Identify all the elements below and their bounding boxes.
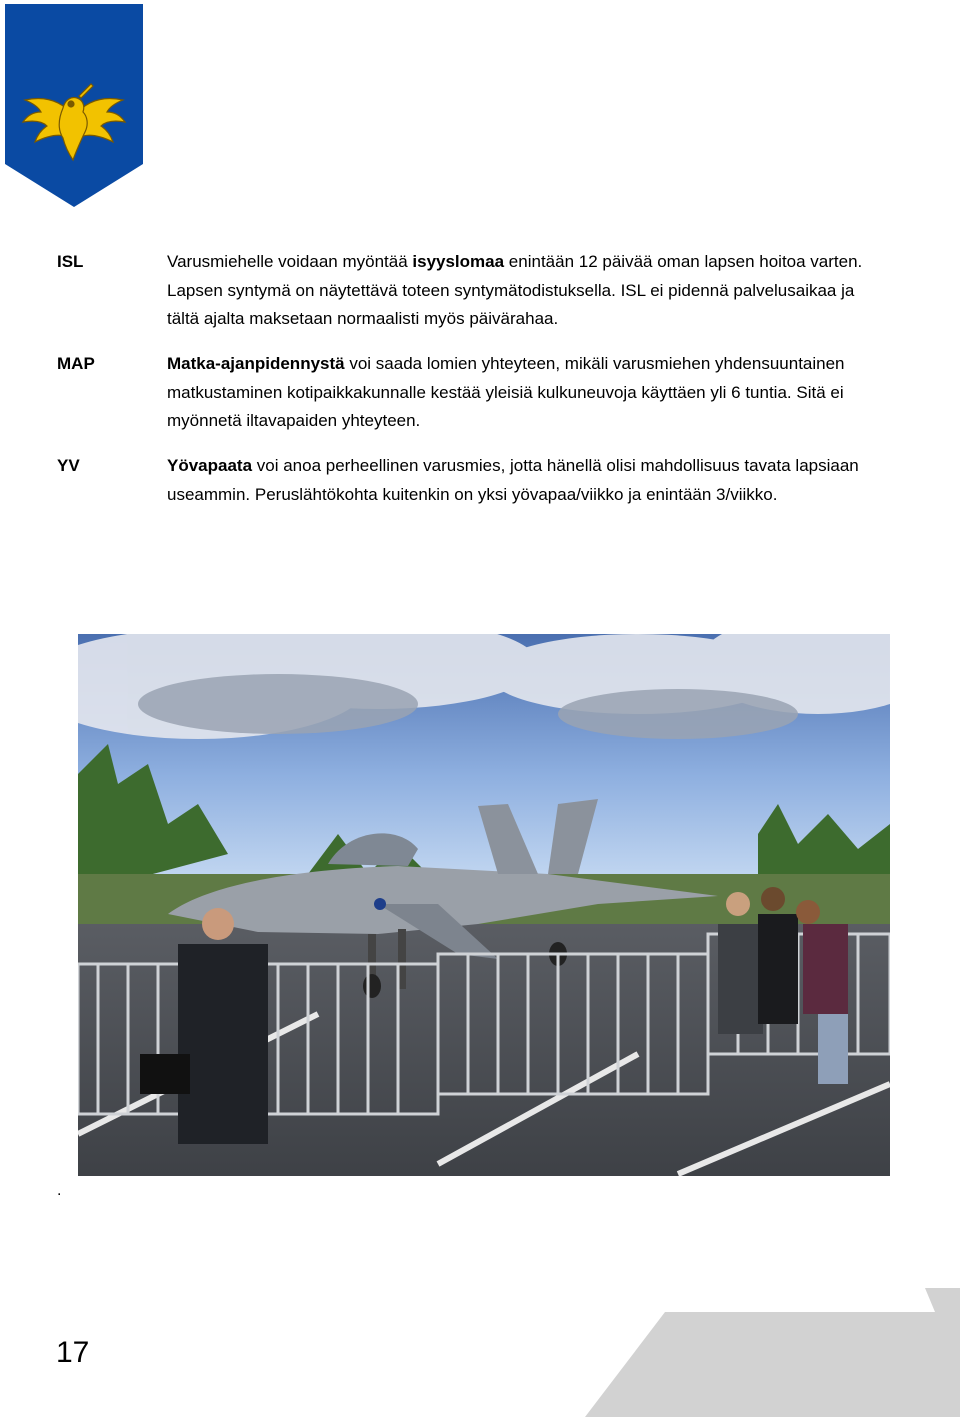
section-text (167, 248, 867, 334)
section-text-pre: Varusmiehelle voidaan myöntää (167, 252, 413, 271)
section-text-post: enintään 12 päivää oman lapsen hoitoa varten. Lapsen syntymä on näytettävä toteen syntymätodistuksella. ISL ei pidennä palvelusaikaa ja tältä ajalta maksetaan normaalisti myös päivärahaa. (167, 252, 863, 328)
air-force-emblem-icon (5, 4, 143, 207)
section-text-post: voi anoa perheellinen varusmies, jotta hänellä olisi mahdollisuus tavata lapsiaan useammin. Peruslähtökohta kuitenkin on yksi yövapaa/viikko ja enintään 3/viikko. (167, 456, 859, 504)
section-text (167, 452, 867, 509)
section-text-post: voi saada lomien yhteyteen, mikäli varusmiehen yhdensuuntainen matkustaminen kotipaikkakunnalle kestää yleisiä kulkuneuvoja käyttäen yli 6 tuntia. Sitä ei myönnetä iltavapaiden yhteyteen. (167, 354, 845, 430)
section-term: Matka-ajanpidennystä (167, 354, 345, 373)
page-number: 17 (56, 1336, 90, 1369)
section-term: Yövapaata (167, 456, 253, 475)
section-term: isyyslomaa (412, 252, 505, 271)
section-text (167, 350, 867, 436)
fighter-jet-photo (78, 634, 890, 1176)
footer-decoration-shape (585, 1288, 960, 1417)
stray-dot: . (57, 1182, 62, 1199)
section-abbreviation: YV (57, 456, 80, 475)
section-abbreviation: MAP (57, 354, 95, 373)
section-abbreviation: ISL (57, 252, 84, 271)
